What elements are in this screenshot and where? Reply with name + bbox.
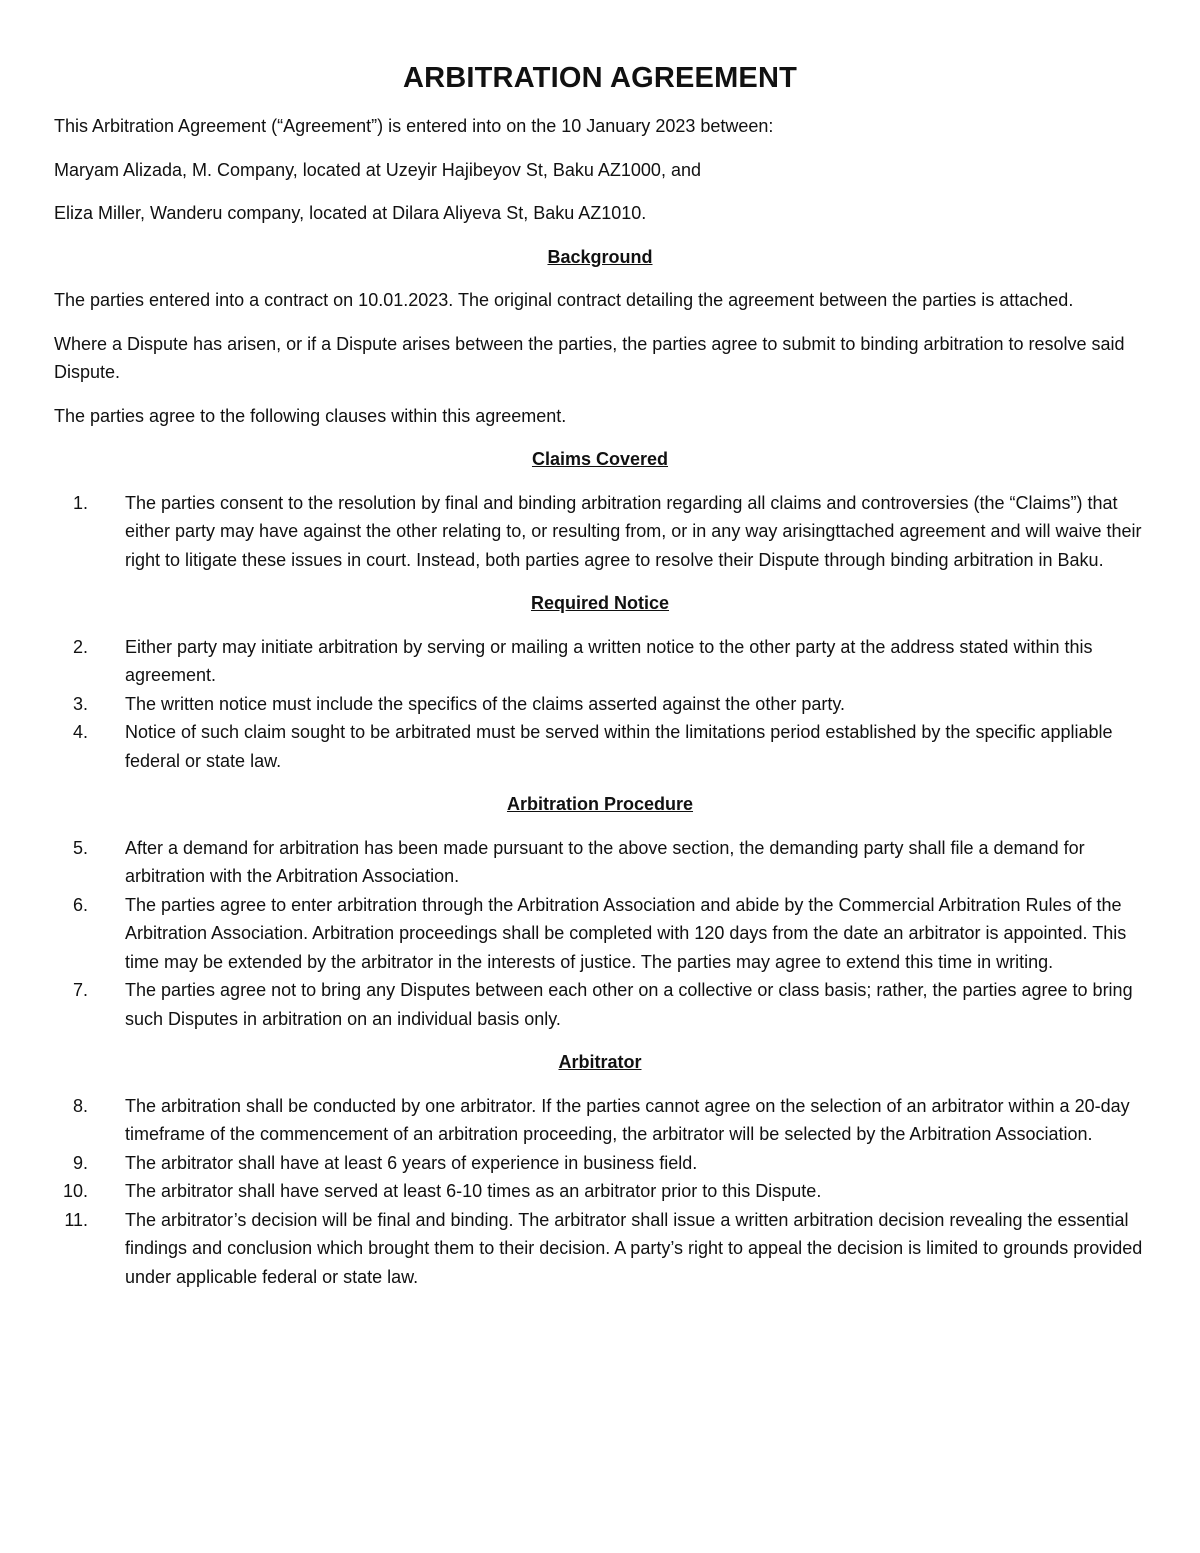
clause-number: 2.	[72, 636, 88, 657]
section-heading-required-notice: Required Notice	[530, 593, 670, 613]
clause-item	[54, 1177, 1146, 1206]
clause-number: 6.	[72, 894, 88, 915]
clause-number: 8.	[72, 1095, 88, 1116]
intro-statement: This Arbitration Agreement (“Agreement”) is entered into on the 10 January 2023 between:	[54, 116, 774, 136]
clause-item	[54, 489, 1146, 575]
section-heading-arbitrator: Arbitrator	[558, 1052, 642, 1072]
background-paragraph: The parties entered into a contract on 10.01.2023. The original contract detailing the agreement between the parties is attached.	[54, 290, 1074, 310]
clause-item	[54, 1206, 1146, 1292]
document-page	[54, 58, 1146, 1306]
section-heading-arbitration-procedure: Arbitration Procedure	[506, 794, 694, 814]
party-two: Eliza Miller, Wanderu company, located at Dilara Aliyeva St, Baku AZ1010.	[54, 203, 647, 223]
clause-item	[54, 690, 1146, 719]
clause-text: The arbitrator shall have at least 6 years of experience in business field.	[125, 1152, 698, 1173]
clause-text: The arbitrator shall have served at least 6-10 times as an arbitrator prior to this Dispute.	[125, 1181, 822, 1201]
clause-text: After a demand for arbitration has been made pursuant to the above section, the demanding party shall file a demand for arbitration with the Arbitration Association.	[125, 837, 1085, 886]
arbitrator-list	[54, 1092, 1146, 1292]
clause-item	[54, 976, 1146, 1033]
clause-item	[54, 1149, 1146, 1178]
clause-number: 1.	[72, 492, 88, 513]
clause-number: 9.	[72, 1152, 88, 1173]
clause-number: 11.	[64, 1209, 88, 1230]
clause-item	[54, 633, 1146, 690]
section-heading-background: Background	[547, 246, 653, 267]
background-paragraph: Where a Dispute has arisen, or if a Dispute arises between the parties, the parties agree to submit to binding arbitration to resolve said Dispute.	[54, 333, 1125, 382]
document-title: ARBITRATION AGREEMENT	[402, 62, 798, 94]
clause-number: 3.	[72, 693, 88, 714]
arbitration-procedure-list	[54, 834, 1146, 1034]
clause-text: The parties agree to enter arbitration through the Arbitration Association and abide by the Commercial Arbitration Rules of the Arbitration Association. Arbitration proceedings shall be completed with 120 days from the date an arbitrator is appointed. This time may be extended by the arbitrator in the interests of justice. The parties may agree to extend this time in writing.	[125, 894, 1127, 972]
clause-number: 10.	[62, 1181, 88, 1201]
clause-item	[54, 891, 1146, 977]
clause-text: Either party may initiate arbitration by serving or mailing a written notice to the other party at the address stated within this agreement.	[125, 636, 1093, 685]
section-heading-claims-covered: Claims Covered	[531, 449, 669, 469]
clause-text: Notice of such claim sought to be arbitrated must be served within the limitations period established by the specific appliable federal or state law.	[125, 722, 1113, 771]
clause-number: 5.	[72, 837, 88, 858]
party-one: Maryam Alizada, M. Company, located at Uzeyir Hajibeyov St, Baku AZ1000, and	[54, 159, 701, 180]
required-notice-list	[54, 633, 1146, 776]
clause-text: The parties consent to the resolution by final and binding arbitration regarding all claims and controversies (the “Claims”) that either party may have against the other relating to, or resulting from, or in any way arisingttached agreement and will waive their right to litigate these issues in court. Instead, both parties agree to resolve their Dispute through binding arbitration in Baku.	[125, 492, 1142, 570]
clause-text: The arbitrator’s decision will be final and binding. The arbitrator shall issue a written arbitration decision revealing the essential findings and conclusion which brought them to their decision. A party’s right to appeal the decision is limited to grounds provided under applicable federal or state law.	[125, 1209, 1143, 1287]
clause-item	[54, 834, 1146, 891]
clause-text: The arbitration shall be conducted by one arbitrator. If the parties cannot agree on the selection of an arbitrator within a 20-day timeframe of the commencement of an arbitration proceeding, the arbitrator will be selected by the Arbitration Association.	[125, 1095, 1130, 1144]
clause-number: 7.	[72, 980, 88, 1000]
background-paragraph: The parties agree to the following clauses within this agreement.	[54, 405, 567, 426]
clause-item	[54, 718, 1146, 775]
clause-text: The parties agree not to bring any Disputes between each other on a collective or class basis; rather, the parties agree to bring such Disputes in arbitration on an individual basis only.	[125, 980, 1133, 1029]
clause-item	[54, 1092, 1146, 1149]
claims-covered-list	[54, 489, 1146, 575]
clause-number: 4.	[72, 722, 88, 742]
clause-text: The written notice must include the specifics of the claims asserted against the other party.	[125, 693, 846, 714]
